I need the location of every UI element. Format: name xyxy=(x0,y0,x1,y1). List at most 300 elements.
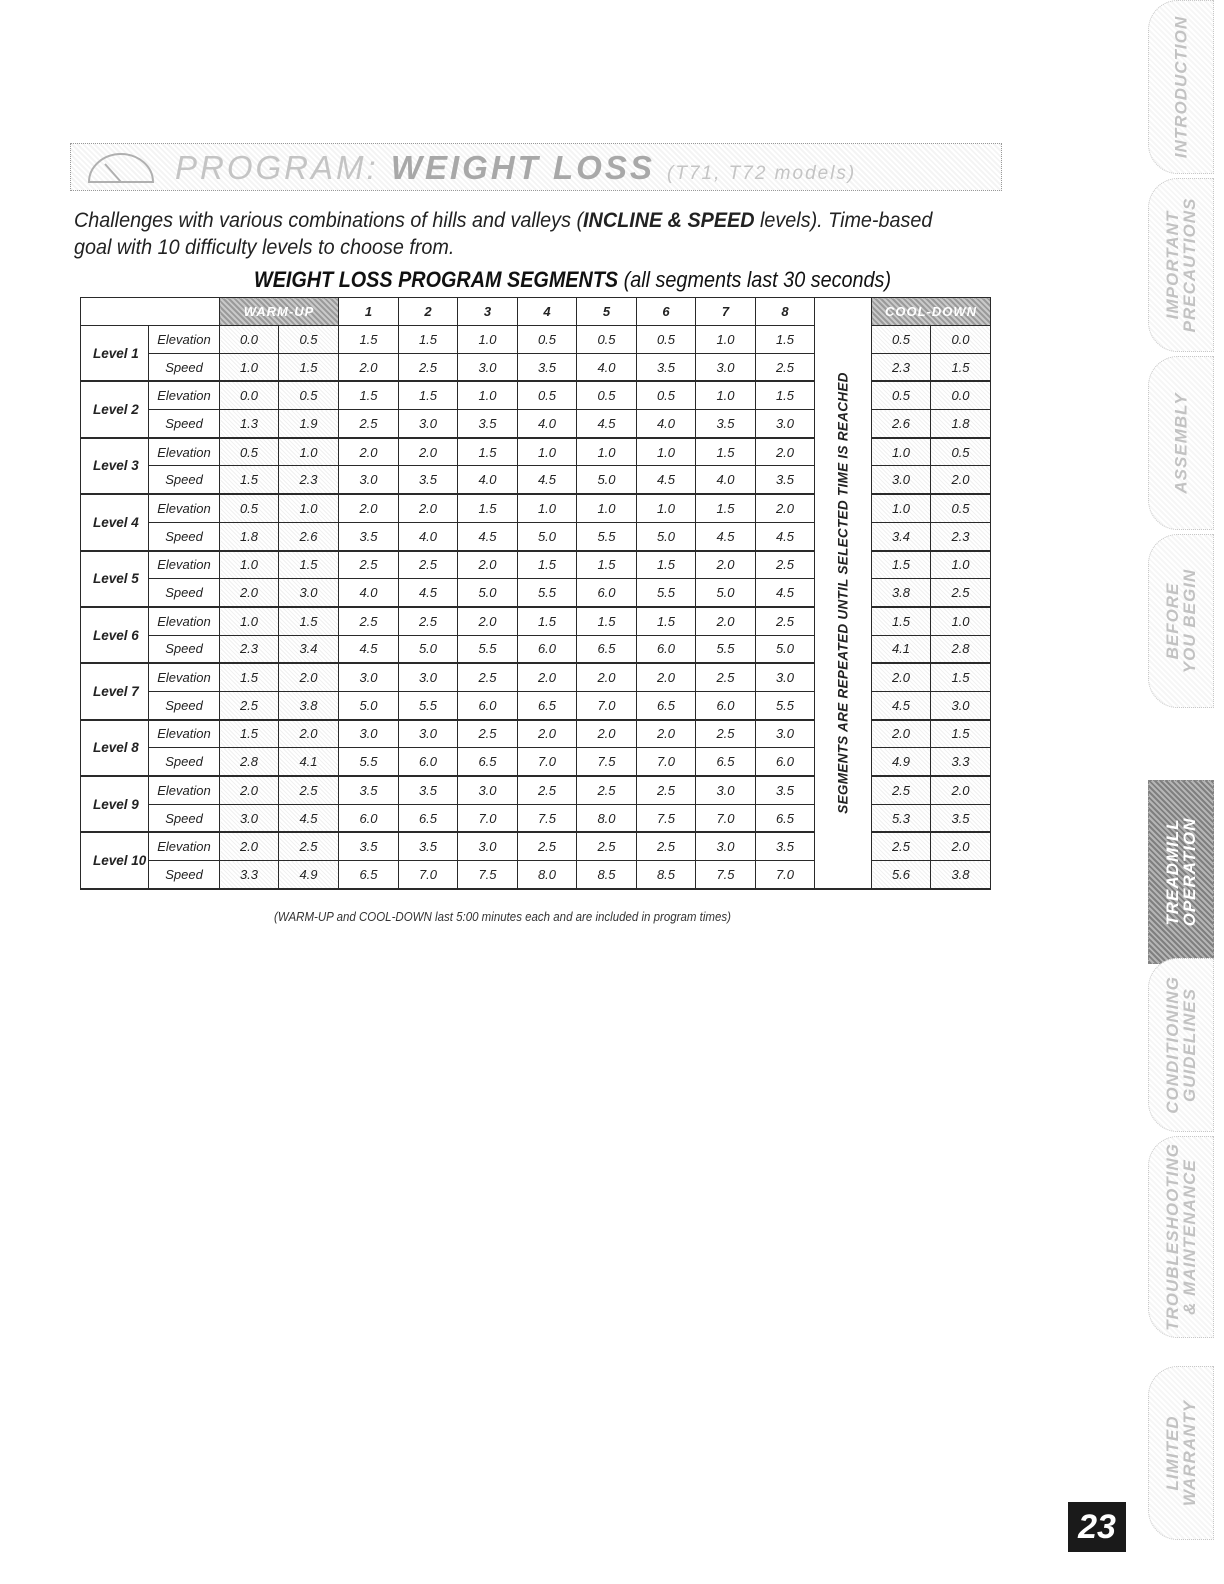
segment-value: 3.0 xyxy=(399,720,458,748)
segment-value: 7.0 xyxy=(696,804,756,832)
speed-label: Speed xyxy=(149,579,220,607)
segment-value: 7.0 xyxy=(637,748,696,776)
segment-value: 7.0 xyxy=(458,804,518,832)
segment-value: 1.5 xyxy=(577,607,637,635)
cooldown-value: 2.5 xyxy=(931,579,991,607)
warmup-value: 1.9 xyxy=(279,410,339,438)
segment-value: 4.5 xyxy=(399,579,458,607)
cooldown-value: 3.3 xyxy=(931,748,991,776)
segment-value: 5.0 xyxy=(756,635,815,663)
cooldown-value: 1.0 xyxy=(872,494,931,522)
segment-value: 2.5 xyxy=(577,776,637,804)
segment-value: 1.0 xyxy=(458,381,518,409)
segment-value: 5.0 xyxy=(399,635,458,663)
segment-value: 4.0 xyxy=(577,353,637,381)
segment-value: 6.0 xyxy=(399,748,458,776)
segment-value: 1.5 xyxy=(577,551,637,579)
segment-value: 2.0 xyxy=(518,720,577,748)
warmup-value: 2.6 xyxy=(279,522,339,550)
level-label: Level 2 xyxy=(81,381,149,437)
segment-value: 1.5 xyxy=(518,551,577,579)
intro-bold: INCLINE & SPEED xyxy=(583,208,755,232)
segment-value: 2.0 xyxy=(637,663,696,691)
cooldown-value: 2.0 xyxy=(931,776,991,804)
segment-value: 4.0 xyxy=(696,466,756,494)
cooldown-value: 2.3 xyxy=(872,353,931,381)
speed-label: Speed xyxy=(149,522,220,550)
segment-value: 1.5 xyxy=(339,381,399,409)
segment-value: 1.0 xyxy=(577,438,637,466)
segment-value: 8.5 xyxy=(577,861,637,889)
segment-value: 2.5 xyxy=(518,832,577,860)
segment-value: 0.5 xyxy=(518,381,577,409)
warmup-value: 3.8 xyxy=(279,691,339,719)
elevation-label: Elevation xyxy=(149,607,220,635)
section-tab[interactable] xyxy=(1148,1136,1214,1338)
elevation-label: Elevation xyxy=(149,832,220,860)
segment-value: 3.0 xyxy=(756,410,815,438)
cooldown-value: 5.3 xyxy=(872,804,931,832)
segment-value: 2.5 xyxy=(637,776,696,804)
section-tab[interactable] xyxy=(1148,958,1214,1132)
segment-value: 2.5 xyxy=(339,410,399,438)
segment-value: 5.5 xyxy=(339,748,399,776)
cooldown-value: 3.0 xyxy=(931,691,991,719)
cooldown-value: 1.8 xyxy=(931,410,991,438)
segment-value: 3.5 xyxy=(458,410,518,438)
segment-value: 4.0 xyxy=(339,579,399,607)
segment-value: 3.0 xyxy=(696,776,756,804)
segment-value: 1.0 xyxy=(696,381,756,409)
segment-value: 6.5 xyxy=(518,691,577,719)
segment-value: 3.0 xyxy=(339,720,399,748)
segment-value: 3.5 xyxy=(399,466,458,494)
warmup-value: 2.0 xyxy=(279,663,339,691)
segment-value: 2.0 xyxy=(399,494,458,522)
segment-value: 8.5 xyxy=(637,861,696,889)
warmup-value: 0.0 xyxy=(220,326,279,354)
segment-value: 2.0 xyxy=(339,438,399,466)
section-tab-label: TROUBLESHOOTING & MAINTENANCE xyxy=(1163,1143,1199,1331)
segment-value: 2.0 xyxy=(637,720,696,748)
level-label: Level 7 xyxy=(81,663,149,719)
segment-value: 2.5 xyxy=(577,832,637,860)
segment-value: 5.0 xyxy=(518,522,577,550)
segment-value: 4.5 xyxy=(339,635,399,663)
section-tab-label: LIMITED WARRANTY xyxy=(1163,1399,1199,1507)
caption-bold: WEIGHT LOSS PROGRAM SEGMENTS xyxy=(254,267,619,292)
cooldown-value: 3.0 xyxy=(872,466,931,494)
segment-value: 4.5 xyxy=(577,410,637,438)
segment-value: 2.5 xyxy=(399,551,458,579)
cooldown-value: 4.5 xyxy=(872,691,931,719)
section-tab[interactable] xyxy=(1148,0,1214,174)
segment-value: 6.0 xyxy=(518,635,577,663)
warmup-value: 2.0 xyxy=(220,832,279,860)
segment-value: 2.5 xyxy=(458,720,518,748)
segment-value: 1.5 xyxy=(637,551,696,579)
segment-value: 8.0 xyxy=(518,861,577,889)
segment-value: 3.0 xyxy=(756,663,815,691)
section-tab-label: TREADMILL OPERATION xyxy=(1163,817,1199,927)
segment-value: 0.5 xyxy=(518,326,577,354)
segment-value: 3.5 xyxy=(637,353,696,381)
warmup-value: 1.5 xyxy=(220,720,279,748)
segment-value: 1.0 xyxy=(518,494,577,522)
segment-value: 3.5 xyxy=(518,353,577,381)
cooldown-value: 2.6 xyxy=(872,410,931,438)
segment-value: 2.0 xyxy=(399,438,458,466)
warmup-value: 2.8 xyxy=(220,748,279,776)
segment-value: 7.0 xyxy=(518,748,577,776)
segment-value: 6.5 xyxy=(458,748,518,776)
segment-value: 5.5 xyxy=(756,691,815,719)
cooldown-value: 2.0 xyxy=(931,466,991,494)
cooldown-value: 1.5 xyxy=(872,607,931,635)
segment-value: 1.5 xyxy=(637,607,696,635)
cooldown-value: 1.5 xyxy=(872,551,931,579)
segment-value: 1.5 xyxy=(399,326,458,354)
segment-value: 0.5 xyxy=(637,381,696,409)
segment-value: 2.0 xyxy=(696,551,756,579)
cooldown-value: 1.0 xyxy=(931,607,991,635)
segment-value: 1.0 xyxy=(696,326,756,354)
table-caption xyxy=(254,267,891,293)
segment-value: 2.0 xyxy=(339,494,399,522)
segment-value: 4.0 xyxy=(399,522,458,550)
repeat-note-cell xyxy=(815,298,872,889)
table-header-row xyxy=(81,298,991,326)
section-tab-label: IMPORTANT PRECAUTIONS xyxy=(1163,197,1199,333)
segment-header: 2 xyxy=(399,298,458,326)
elevation-label: Elevation xyxy=(149,720,220,748)
segment-value: 3.5 xyxy=(756,466,815,494)
speed-label: Speed xyxy=(149,410,220,438)
segment-value: 3.0 xyxy=(339,663,399,691)
cooldown-value: 3.5 xyxy=(931,804,991,832)
warmup-value: 2.3 xyxy=(220,635,279,663)
segment-value: 6.5 xyxy=(339,861,399,889)
section-tab-label: BEFORE YOU BEGIN xyxy=(1163,568,1199,674)
segment-value: 7.5 xyxy=(696,861,756,889)
warmup-value: 1.5 xyxy=(279,607,339,635)
segment-value: 2.5 xyxy=(756,353,815,381)
segment-value: 3.0 xyxy=(756,720,815,748)
section-tab[interactable] xyxy=(1148,1366,1214,1540)
level-label: Level 5 xyxy=(81,551,149,607)
segment-value: 0.5 xyxy=(577,326,637,354)
warmup-value: 4.1 xyxy=(279,748,339,776)
segment-value: 3.0 xyxy=(399,410,458,438)
segment-value: 4.5 xyxy=(696,522,756,550)
elevation-label: Elevation xyxy=(149,776,220,804)
cooldown-value: 0.0 xyxy=(931,381,991,409)
segment-value: 4.5 xyxy=(756,522,815,550)
segment-value: 4.0 xyxy=(458,466,518,494)
warmup-value: 3.4 xyxy=(279,635,339,663)
segment-value: 5.5 xyxy=(458,635,518,663)
segment-value: 6.5 xyxy=(756,804,815,832)
warmup-value: 4.9 xyxy=(279,861,339,889)
segment-value: 2.5 xyxy=(756,551,815,579)
cooldown-value: 4.1 xyxy=(872,635,931,663)
elevation-label: Elevation xyxy=(149,326,220,354)
warmup-value: 0.5 xyxy=(279,381,339,409)
warmup-value: 2.5 xyxy=(220,691,279,719)
warmup-value: 1.5 xyxy=(220,663,279,691)
warmup-value: 1.5 xyxy=(220,466,279,494)
segment-value: 6.5 xyxy=(399,804,458,832)
warmup-value: 1.0 xyxy=(279,438,339,466)
segment-value: 2.0 xyxy=(577,663,637,691)
warmup-value: 0.5 xyxy=(279,326,339,354)
section-tab[interactable] xyxy=(1148,356,1214,530)
warmup-value: 1.0 xyxy=(220,353,279,381)
segment-value: 2.0 xyxy=(339,353,399,381)
segment-value: 1.5 xyxy=(458,494,518,522)
segment-value: 3.0 xyxy=(458,832,518,860)
cooldown-value: 2.0 xyxy=(872,663,931,691)
segment-value: 0.5 xyxy=(637,326,696,354)
segment-value: 2.0 xyxy=(756,438,815,466)
segment-value: 7.5 xyxy=(518,804,577,832)
cooldown-value: 0.5 xyxy=(872,326,931,354)
segment-value: 2.5 xyxy=(637,832,696,860)
segment-value: 2.5 xyxy=(339,607,399,635)
segment-value: 5.0 xyxy=(458,579,518,607)
segment-value: 2.5 xyxy=(399,353,458,381)
elevation-label: Elevation xyxy=(149,494,220,522)
segment-value: 2.5 xyxy=(399,607,458,635)
warmup-value: 1.5 xyxy=(279,551,339,579)
segment-value: 1.0 xyxy=(637,494,696,522)
warmup-value: 0.5 xyxy=(220,438,279,466)
segment-value: 0.5 xyxy=(577,381,637,409)
repeat-note: SEGMENTS ARE REPEATED UNTIL SELECTED TIME IS REACHED xyxy=(835,372,851,814)
segment-value: 8.0 xyxy=(577,804,637,832)
warmup-value: 3.0 xyxy=(279,579,339,607)
elevation-label: Elevation xyxy=(149,438,220,466)
cooldown-value: 0.0 xyxy=(931,326,991,354)
segment-value: 1.5 xyxy=(756,326,815,354)
cooldown-value: 5.6 xyxy=(872,861,931,889)
segment-value: 5.5 xyxy=(577,522,637,550)
segment-header: 6 xyxy=(637,298,696,326)
cooldown-value: 0.5 xyxy=(872,381,931,409)
warmup-value: 0.5 xyxy=(220,494,279,522)
program-banner xyxy=(70,143,1002,191)
warmup-value: 1.5 xyxy=(279,353,339,381)
section-tab-label: INTRODUCTION xyxy=(1171,15,1191,159)
intro-part2: levels). Time-based goal with 10 difficulty levels to choose from. xyxy=(74,208,933,259)
segment-value: 3.5 xyxy=(339,832,399,860)
segment-value: 4.5 xyxy=(637,466,696,494)
banner-title xyxy=(175,149,856,187)
segment-value: 7.0 xyxy=(577,691,637,719)
intro-part1: Challenges with various combinations of hills and valleys ( xyxy=(74,208,584,232)
segment-value: 6.0 xyxy=(339,804,399,832)
segment-header: 3 xyxy=(458,298,518,326)
warmup-value: 2.0 xyxy=(279,720,339,748)
segment-value: 6.5 xyxy=(577,635,637,663)
section-tab-label: CONDITIONING GUIDELINES xyxy=(1163,976,1199,1114)
segment-value: 7.5 xyxy=(577,748,637,776)
level-label: Level 4 xyxy=(81,494,149,550)
cooldown-value: 2.5 xyxy=(872,776,931,804)
segment-value: 6.0 xyxy=(696,691,756,719)
segment-value: 6.0 xyxy=(756,748,815,776)
segment-value: 3.5 xyxy=(756,832,815,860)
warmup-value: 1.0 xyxy=(220,607,279,635)
level-label: Level 1 xyxy=(81,326,149,382)
segment-value: 1.0 xyxy=(458,326,518,354)
section-tab[interactable] xyxy=(1148,178,1214,352)
segment-value: 7.5 xyxy=(458,861,518,889)
segment-value: 6.0 xyxy=(577,579,637,607)
cooldown-value: 1.0 xyxy=(931,551,991,579)
segment-value: 1.5 xyxy=(696,494,756,522)
segment-value: 6.0 xyxy=(637,635,696,663)
speed-label: Speed xyxy=(149,748,220,776)
segment-value: 3.0 xyxy=(458,353,518,381)
segment-value: 4.5 xyxy=(756,579,815,607)
warmup-value: 2.5 xyxy=(279,776,339,804)
segment-value: 1.5 xyxy=(756,381,815,409)
segment-value: 6.5 xyxy=(696,748,756,776)
segment-value: 1.0 xyxy=(577,494,637,522)
banner-title-bold: WEIGHT LOSS xyxy=(390,149,655,186)
cooldown-value: 1.5 xyxy=(931,720,991,748)
level-label: Level 8 xyxy=(81,720,149,776)
level-label: Level 10 xyxy=(81,832,149,888)
segment-header: 1 xyxy=(339,298,399,326)
cooldown-value: 3.4 xyxy=(872,522,931,550)
cooldown-value: 2.0 xyxy=(872,720,931,748)
segment-value: 3.5 xyxy=(696,410,756,438)
warmup-value: 1.3 xyxy=(220,410,279,438)
segment-value: 5.0 xyxy=(577,466,637,494)
segment-value: 6.5 xyxy=(637,691,696,719)
segment-value: 3.5 xyxy=(399,832,458,860)
segment-value: 4.5 xyxy=(518,466,577,494)
segment-value: 2.5 xyxy=(756,607,815,635)
intro-text xyxy=(74,207,939,261)
segment-value: 3.0 xyxy=(696,353,756,381)
warmup-value: 3.0 xyxy=(220,804,279,832)
section-tab[interactable] xyxy=(1148,534,1214,708)
segment-value: 1.5 xyxy=(696,438,756,466)
page-number: 23 xyxy=(1068,1502,1126,1552)
segment-value: 1.0 xyxy=(637,438,696,466)
segment-value: 3.5 xyxy=(339,776,399,804)
cooldown-value: 1.5 xyxy=(931,353,991,381)
segment-value: 1.5 xyxy=(458,438,518,466)
banner-title-plain: PROGRAM: xyxy=(175,149,379,186)
segment-value: 6.0 xyxy=(458,691,518,719)
segment-header: 5 xyxy=(577,298,637,326)
segment-value: 2.5 xyxy=(696,663,756,691)
segment-value: 3.0 xyxy=(696,832,756,860)
warmup-value: 2.5 xyxy=(279,832,339,860)
warmup-value: 4.5 xyxy=(279,804,339,832)
segment-value: 3.0 xyxy=(339,466,399,494)
segment-value: 5.5 xyxy=(637,579,696,607)
caption-normal: (all segments last 30 seconds) xyxy=(618,267,892,292)
cooldown-value: 2.5 xyxy=(872,832,931,860)
segment-value: 3.5 xyxy=(339,522,399,550)
banner-models: (T71, T72 models) xyxy=(667,163,857,184)
speed-label: Speed xyxy=(149,353,220,381)
segment-header: 4 xyxy=(518,298,577,326)
segment-value: 7.0 xyxy=(399,861,458,889)
segment-value: 7.0 xyxy=(756,861,815,889)
segment-value: 2.5 xyxy=(339,551,399,579)
warmup-header: WARM-UP xyxy=(220,298,339,326)
segment-value: 3.5 xyxy=(399,776,458,804)
section-tabs xyxy=(1148,0,1224,1584)
segment-value: 5.0 xyxy=(339,691,399,719)
segment-header: 8 xyxy=(756,298,815,326)
warmup-value: 0.0 xyxy=(220,381,279,409)
cooldown-value: 3.8 xyxy=(872,579,931,607)
segment-value: 3.0 xyxy=(458,776,518,804)
section-tab[interactable] xyxy=(1148,780,1214,964)
segment-value: 4.0 xyxy=(518,410,577,438)
cooldown-value: 2.0 xyxy=(931,832,991,860)
segment-value: 2.0 xyxy=(518,663,577,691)
segment-value: 1.5 xyxy=(339,326,399,354)
program-segments-table xyxy=(80,297,991,890)
header-blank xyxy=(81,298,220,326)
segment-value: 4.0 xyxy=(637,410,696,438)
segment-value: 2.5 xyxy=(458,663,518,691)
segment-value: 7.5 xyxy=(637,804,696,832)
table-footnote: (WARM-UP and COOL-DOWN last 5:00 minutes each and are included in program times) xyxy=(274,910,731,924)
speed-label: Speed xyxy=(149,861,220,889)
segment-value: 2.0 xyxy=(458,551,518,579)
level-label: Level 3 xyxy=(81,438,149,494)
section-tab-label: ASSEMBLY xyxy=(1171,392,1191,494)
segment-value: 5.5 xyxy=(518,579,577,607)
level-label: Level 6 xyxy=(81,607,149,663)
segment-value: 1.5 xyxy=(399,381,458,409)
cooldown-value: 0.5 xyxy=(931,438,991,466)
segment-value: 2.0 xyxy=(458,607,518,635)
cooldown-value: 1.5 xyxy=(931,663,991,691)
segment-value: 2.5 xyxy=(696,720,756,748)
segment-value: 5.0 xyxy=(637,522,696,550)
segment-value: 2.0 xyxy=(577,720,637,748)
segment-value: 5.0 xyxy=(696,579,756,607)
segment-value: 2.5 xyxy=(518,776,577,804)
warmup-value: 2.3 xyxy=(279,466,339,494)
cooldown-value: 3.8 xyxy=(931,861,991,889)
speed-label: Speed xyxy=(149,804,220,832)
warmup-value: 2.0 xyxy=(220,579,279,607)
segment-value: 5.5 xyxy=(696,635,756,663)
speed-label: Speed xyxy=(149,691,220,719)
segment-value: 2.0 xyxy=(696,607,756,635)
segment-value: 1.0 xyxy=(518,438,577,466)
cooldown-value: 0.5 xyxy=(931,494,991,522)
warmup-value: 1.8 xyxy=(220,522,279,550)
cooldown-value: 4.9 xyxy=(872,748,931,776)
segment-value: 3.5 xyxy=(756,776,815,804)
segment-value: 4.5 xyxy=(458,522,518,550)
warmup-value: 1.0 xyxy=(220,551,279,579)
elevation-label: Elevation xyxy=(149,663,220,691)
segment-value: 1.5 xyxy=(518,607,577,635)
